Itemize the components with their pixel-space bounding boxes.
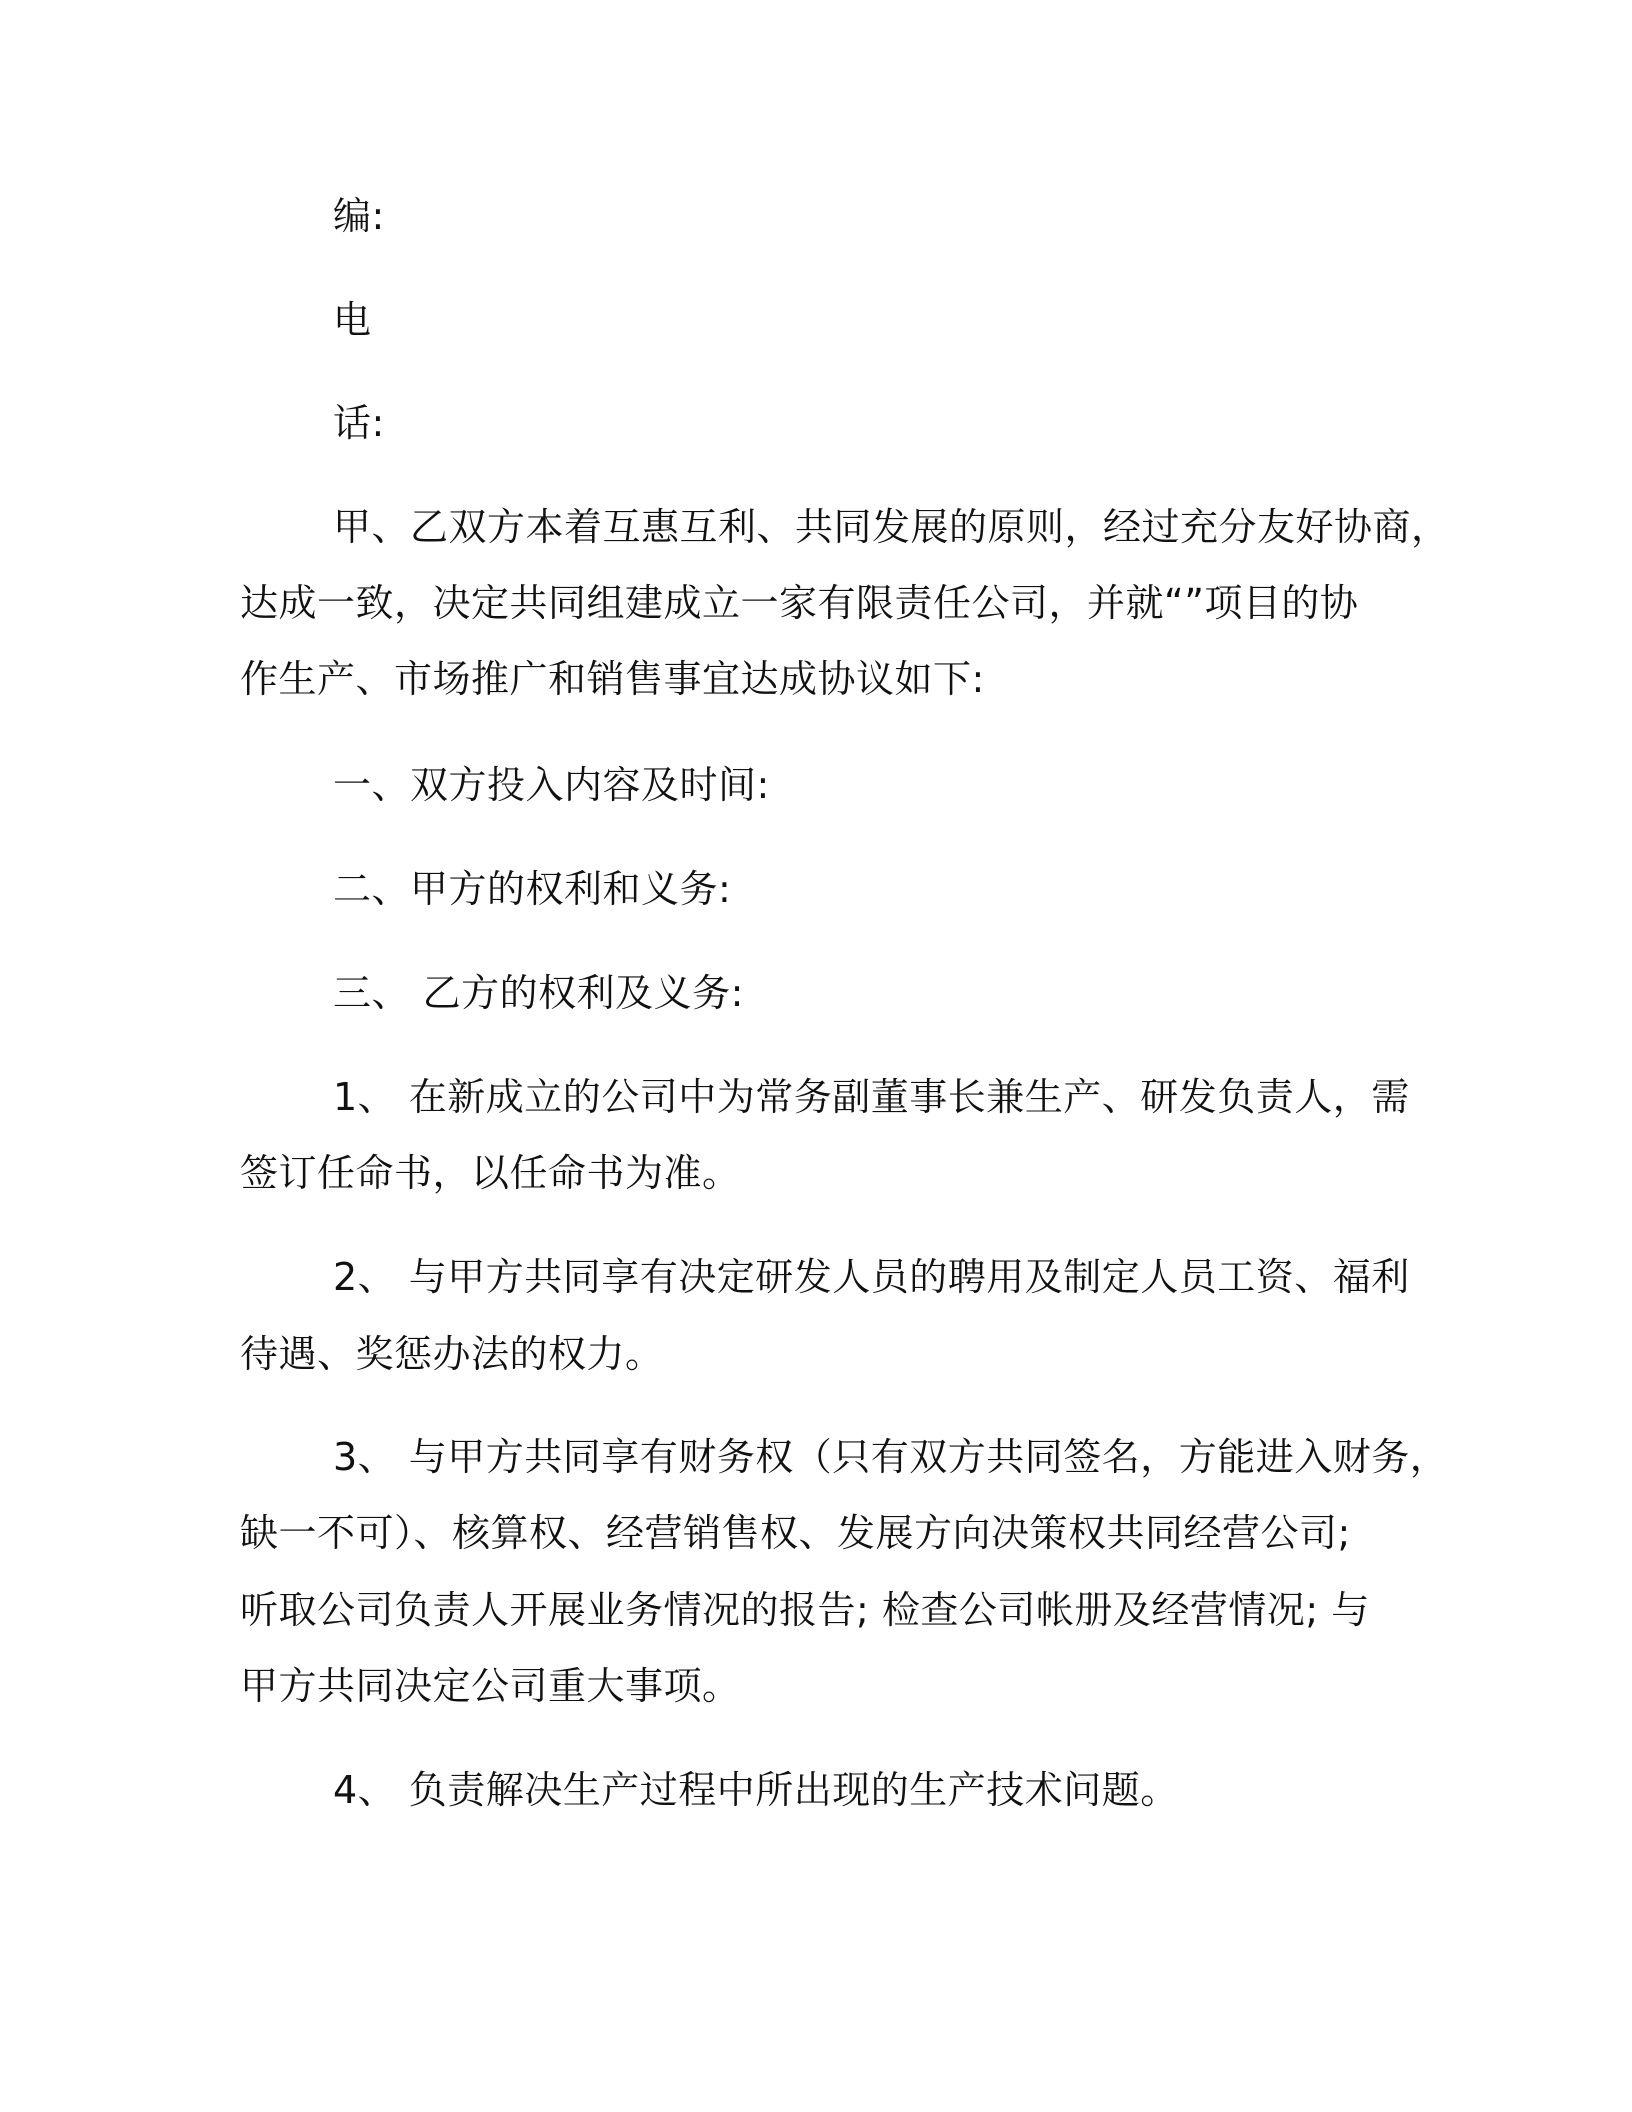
item-1-line1: 1、 在新成立的公司中为常务副董事长兼生产、研发负责人，需 — [333, 1075, 1410, 1119]
item-1-line2: 签订任命书，以任命书为准。 — [240, 1151, 741, 1195]
item-3-line1: 3、 与甲方共同享有财务权（只有双方共同签名，方能进入财务， — [333, 1435, 1449, 1479]
item-3-line4: 甲方共同决定公司重大事项。 — [240, 1664, 741, 1708]
postcode-label: 编: — [333, 194, 385, 238]
section-heading-3: 三、 乙方的权利及义务: — [333, 971, 744, 1015]
intro-paragraph-line1: 甲、乙双方本着互惠互利、共同发展的原则，经过充分友好协商， — [333, 505, 1450, 549]
item-2-line2: 待遇、奖惩办法的权力。 — [240, 1332, 664, 1376]
section-heading-2: 二、甲方的权利和义务: — [333, 867, 732, 911]
item-3-line3: 听取公司负责人开展业务情况的报告; 检查公司帐册及经营情况; 与 — [240, 1588, 1370, 1632]
item-4-line1: 4、 负责解决生产过程中所出现的生产技术问题。 — [333, 1768, 1179, 1812]
phone-label-part1: 电 — [333, 298, 372, 342]
item-3-line2: 缺一不可）、核算权、经营销售权、发展方向决策权共同经营公司; — [240, 1511, 1351, 1555]
phone-label-part2: 话: — [333, 401, 385, 445]
section-heading-1: 一、双方投入内容及时间: — [333, 763, 770, 807]
intro-paragraph-line2: 达成一致，决定共同组建成立一家有限责任公司，并就“”项目的协 — [240, 581, 1359, 625]
intro-paragraph-line3: 作生产、市场推广和销售事宜达成协议如下: — [240, 657, 985, 701]
item-2-line1: 2、 与甲方共同享有决定研发人员的聘用及制定人员工资、福利 — [333, 1255, 1410, 1299]
